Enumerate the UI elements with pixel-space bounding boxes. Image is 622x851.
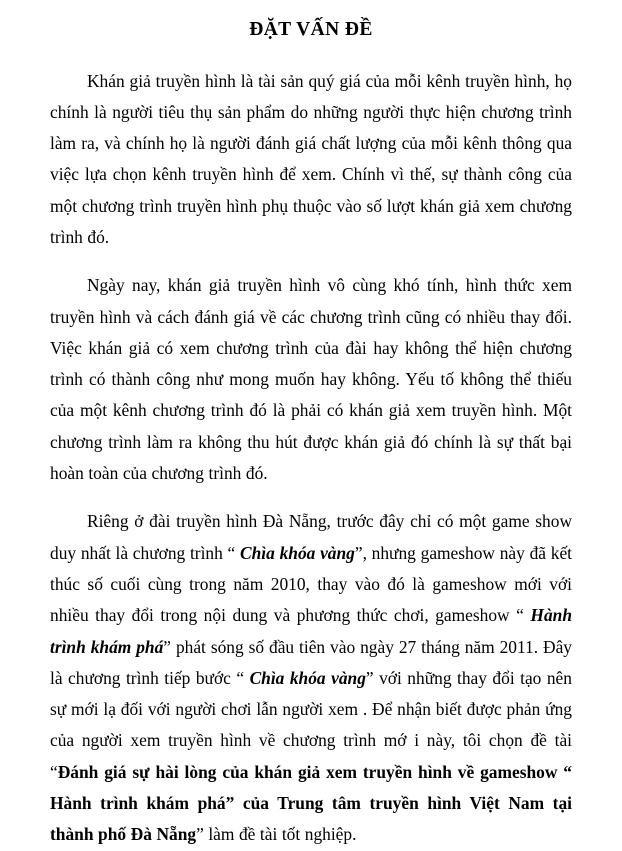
- page-title: ĐẶT VẤN ĐỀ: [249, 19, 373, 40]
- body-text: ” làm đề tài tốt nghiệp.: [196, 824, 357, 845]
- body-text: Ngày nay, khán giả truyền hình vô cùng khó tính, hình thức xem truyền hình và cách đánh giá về các chương trình cũng có nhiều thay đổi. Việc khán giả có xem chương trình của đài hay không thể hiện chương trình có thành công như mong muốn hay không. Yếu tố không thể thiếu của một kênh chương trình đó là phải có khán giả xem truyền hình. Một chương trình làm ra không thu hút được khán giả đó chính là sự thất bại hoàn toàn của chương trình đó.: [50, 275, 572, 484]
- emphasized-title: Chìa khóa vàng: [240, 542, 355, 563]
- body-text: Riêng ở đài truyền hình Đà Nẵng, trước đây chỉ có một game show duy nhất là chương trình “: [50, 511, 572, 563]
- paragraph-3: [50, 506, 572, 850]
- paragraph-1: [50, 66, 572, 254]
- emphasized-title: Hành trình khám phá: [50, 605, 572, 657]
- thesis-topic-title: Đánh giá sự hài lòng của khán giả xem truyền hình về gameshow “ Hành trình khám phá” của Trung tâm truyền hình Việt Nam tại thành phố Đà Nẵng: [50, 761, 572, 845]
- paragraph-2: [50, 270, 572, 489]
- body-text: ” phát sóng số đầu tiên vào ngày 27 tháng năm 2011. Đây là chương trình tiếp bước “: [50, 636, 572, 688]
- body-text: Khán giả truyền hình là tài sản quý giá của mỗi kênh truyền hình, họ chính là người tiêu thụ sản phẩm do những người thực hiện chương trình làm ra, và chính họ là người đánh giá chất lượng của mỗi kênh thông qua việc lựa chọn kênh truyền hình để xem. Chính vì thế, sự thành công của một chương trình truyền hình phụ thuộc vào số lượt khán giả xem chương trình đó.: [50, 70, 572, 247]
- body-text: ” với những thay đổi tạo nên sự mới lạ đối với người chơi lẫn người xem . Để nhận biết được phản ứng của người xem truyền hình về chương trình mớ i này, tôi chọn đề tài “: [50, 667, 572, 782]
- body-text: ”, nhưng gameshow này đã kết thúc số cuối cùng trong năm 2010, thay vào đó là gameshow mới với nhiều thay đổi trong nội dung và phương thức chơi, gameshow “: [50, 542, 572, 626]
- emphasized-title: Chìa khóa vàng: [249, 667, 366, 688]
- document-body: [0, 40, 622, 851]
